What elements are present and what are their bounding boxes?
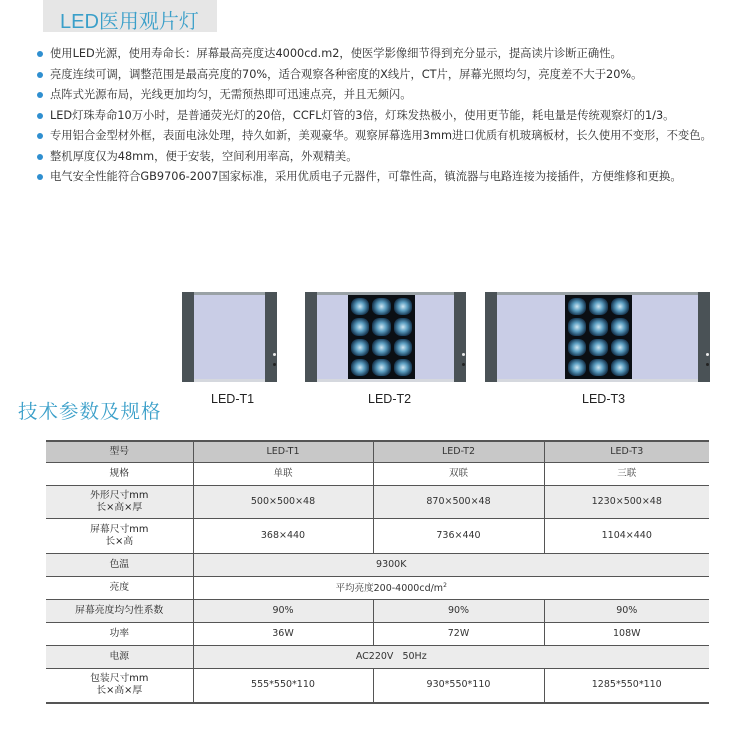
table-cell: 930*550*110 <box>373 668 544 703</box>
table-cell: 90% <box>373 599 544 622</box>
switch-icon <box>706 353 709 356</box>
header-cell: LED-T3 <box>544 441 709 462</box>
table-cell: 736×440 <box>373 518 544 553</box>
bullet-icon <box>37 133 43 139</box>
switch-icon <box>273 353 276 356</box>
header-cell: LED-T2 <box>373 441 544 462</box>
table-row <box>46 518 709 553</box>
spec-table <box>46 440 709 704</box>
table-cell: 555*550*110 <box>193 668 373 703</box>
table-row <box>46 599 709 622</box>
xray-film-image <box>565 295 632 379</box>
row-label: 亮度 <box>46 576 193 599</box>
bullet-icon <box>37 174 43 180</box>
row-label: 色温 <box>46 553 193 576</box>
lightbox-frame-right <box>454 292 466 382</box>
product-label-led-t3: LED-T3 <box>582 392 626 406</box>
table-cell: 108W <box>544 622 709 645</box>
product-image-led-t2 <box>305 292 466 382</box>
table-row <box>46 645 709 668</box>
table-cell: 三联 <box>544 462 709 485</box>
product-image-led-t1 <box>182 292 277 382</box>
page-title: LED医用观片灯 <box>60 11 199 33</box>
merged-cell: AC220V 50Hz <box>193 645 709 668</box>
table-cell: 单联 <box>193 462 373 485</box>
dial-icon <box>462 363 465 366</box>
lightbox-frame-right <box>698 292 710 382</box>
merged-cell: 9300K <box>193 553 709 576</box>
table-cell: 870×500×48 <box>373 485 544 518</box>
bullet-icon <box>37 92 43 98</box>
table-cell: 1230×500×48 <box>544 485 709 518</box>
table-cell: 双联 <box>373 462 544 485</box>
header-cell: LED-T1 <box>193 441 373 462</box>
feature-item: 整机厚度仅为48mm，便于安装，空间利用率高，外观精美。 <box>36 147 726 168</box>
dial-icon <box>706 363 709 366</box>
bullet-icon <box>37 72 43 78</box>
table-cell: 1285*550*110 <box>544 668 709 703</box>
table-cell: 90% <box>193 599 373 622</box>
bullet-icon <box>37 113 43 119</box>
table-cell: 90% <box>544 599 709 622</box>
table-cell: 1104×440 <box>544 518 709 553</box>
lightbox-frame-right <box>265 292 277 382</box>
spec-heading: 技术参数及规格 <box>18 400 162 423</box>
row-label: 屏幕尺寸mm 长×高 <box>46 518 193 553</box>
feature-item: LED灯珠寿命10万小时，是普通荧光灯的20倍，CCFL灯管的3倍，灯珠发热极小，使用更节能，耗电量是传统观察灯的1/3。 <box>36 106 726 127</box>
product-label-led-t2: LED-T2 <box>368 392 412 406</box>
row-label: 规格 <box>46 462 193 485</box>
lightbox-frame-left <box>305 292 317 382</box>
table-header-row <box>46 441 709 462</box>
table-cell: 36W <box>193 622 373 645</box>
product-image-led-t3 <box>485 292 710 382</box>
table-row <box>46 576 709 599</box>
feature-item: 使用LED光源，使用寿命长：屏幕最高亮度达4000cd.m2，使医学影像细节得到充分显示，提高读片诊断正确性。 <box>36 44 726 65</box>
row-label: 外形尺寸mm 长×高×厚 <box>46 485 193 518</box>
feature-list <box>36 44 726 188</box>
table-cell: 500×500×48 <box>193 485 373 518</box>
bullet-icon <box>37 51 43 57</box>
title-banner <box>43 0 217 32</box>
bullet-icon <box>37 154 43 160</box>
xray-film-image <box>348 295 415 379</box>
feature-item: 电气安全性能符合GB9706-2007国家标准，采用优质电子元器件，可靠性高，镇流器与电路连接为接插件，方便维修和更换。 <box>36 167 726 188</box>
row-label: 包装尺寸mm 长×高×厚 <box>46 668 193 703</box>
table-cell: 72W <box>373 622 544 645</box>
feature-item: 专用铝合金型材外框，表面电泳处理，持久如新，美观豪华。观察屏幕选用3mm进口优质有机玻璃板材，长久使用不变形，不变色。 <box>36 126 726 147</box>
row-label: 电源 <box>46 645 193 668</box>
table-row <box>46 622 709 645</box>
lightbox-frame-left <box>182 292 194 382</box>
row-label: 屏幕亮度均匀性系数 <box>46 599 193 622</box>
table-row <box>46 668 709 703</box>
table-row <box>46 553 709 576</box>
feature-item: 点阵式光源布局，光线更加均匀，无需预热即可迅速点亮，并且无频闪。 <box>36 85 726 106</box>
header-cell: 型号 <box>46 441 193 462</box>
product-label-led-t1: LED-T1 <box>211 392 255 406</box>
merged-cell: 平均亮度$200-4000cd/m^2$ <box>193 576 709 599</box>
row-label: 功率 <box>46 622 193 645</box>
dial-icon <box>273 363 276 366</box>
switch-icon <box>462 353 465 356</box>
lightbox-frame-left <box>485 292 497 382</box>
table-row <box>46 485 709 518</box>
table-cell: 368×440 <box>193 518 373 553</box>
table-row <box>46 462 709 485</box>
feature-item: 亮度连续可调，调整范围是最高亮度的70%，适合观察各种密度的X线片，CT片，屏幕光照均匀，亮度差不大于20%。 <box>36 65 726 86</box>
